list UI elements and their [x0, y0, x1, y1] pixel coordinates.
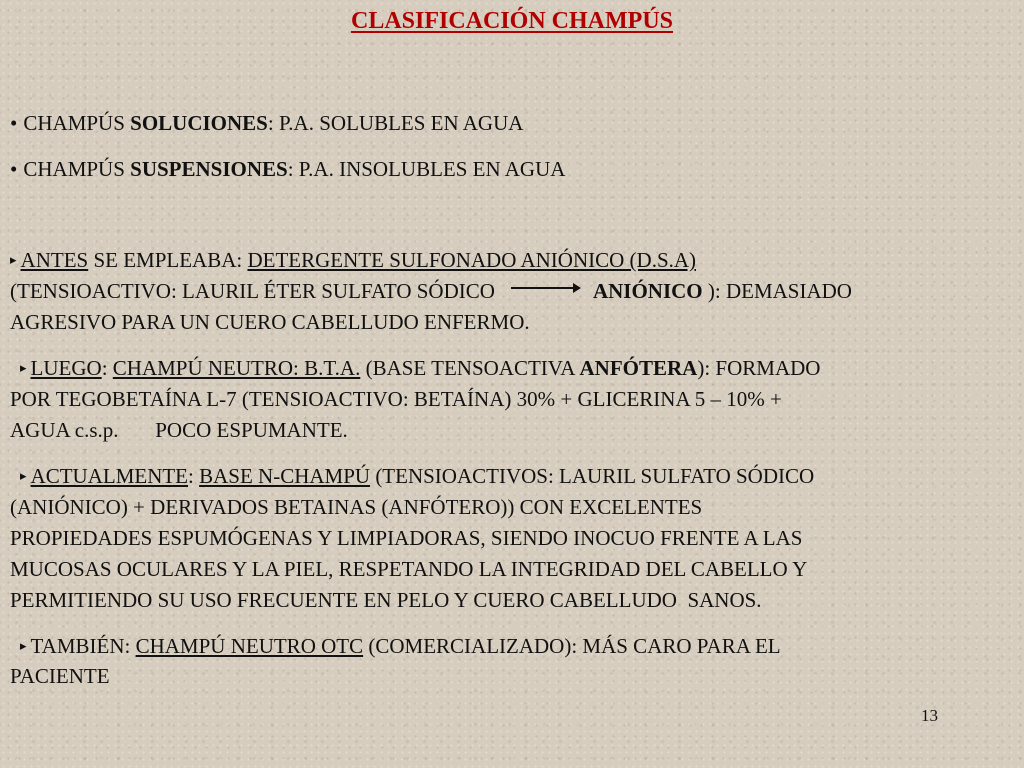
paragraph-line [10, 461, 814, 491]
paragraph-label: LUEGO [30, 356, 102, 380]
triangle-bullet-icon: ▸ [20, 468, 27, 483]
paragraph-text: SE EMPLEABA: [88, 248, 248, 272]
paragraph-line [10, 585, 762, 615]
paragraph-text: AGUA c.s.p. POCO ESPUMANTE. [10, 418, 348, 442]
paragraph-text: PROPIEDADES ESPUMÓGENAS Y LIMPIADORAS, SIENDO INOCUO FRENTE A LAS [10, 526, 803, 550]
bullet-rest: : P.A. INSOLUBLES EN AGUA [287, 157, 566, 181]
paragraph-line [10, 415, 348, 445]
paragraph-text: PERMITIENDO SU USO FRECUENTE EN PELO Y CUERO CABELLUDO SANOS. [10, 588, 762, 612]
paragraph-text: POR TEGOBETAÍNA L-7 (TENSIOACTIVO: BETAÍNA) 30% + GLICERINA 5 – 10% + [10, 387, 782, 411]
bullet-bold-term: SUSPENSIONES [130, 157, 288, 181]
paragraph-line [10, 353, 820, 383]
bullet-dot-icon: • [10, 157, 18, 181]
paragraph-text: (ANIÓNICO) + DERIVADOS BETAINAS (ANFÓTERO)) CON EXCELENTES [10, 495, 703, 519]
paragraph-text: MUCOSAS OCULARES Y LA PIEL, RESPETANDO LA INTEGRIDAD DEL CABELLO Y [10, 557, 808, 581]
paragraph-line [10, 276, 852, 306]
underlined-term: DETERGENTE SULFONADO ANIÓNICO (D.S.A) [247, 248, 697, 272]
paragraph-text: : [101, 356, 113, 380]
paragraph-line [10, 631, 781, 661]
paragraph-line [10, 523, 802, 553]
underlined-term: CHAMPÚ NEUTRO OTC [135, 634, 364, 658]
bullet-bold-term: SOLUCIONES [130, 111, 268, 135]
paragraph-label: ANTES [20, 248, 89, 272]
bullet-rest: : P.A. SOLUBLES EN AGUA [267, 111, 524, 135]
bullet-suspensiones [10, 154, 565, 184]
bullet-soluciones [10, 108, 523, 138]
paragraph-label: ACTUALMENTE [30, 464, 189, 488]
bullet-dot-icon: • [10, 111, 18, 135]
slide-title: CLASIFICACIÓN CHAMPÚS [350, 8, 674, 34]
paragraph-line [10, 554, 807, 584]
paragraph-text: (BASE TENSOACTIVA [360, 356, 580, 380]
paragraph-text: AGRESIVO PARA UN CUERO CABELLUDO ENFERMO. [10, 310, 530, 334]
paragraph-line [10, 245, 696, 275]
arrow-right-icon [511, 283, 581, 293]
triangle-bullet-icon: ▸ [20, 638, 27, 653]
paragraph-line [10, 384, 782, 414]
paragraph-text: ): FORMADO [697, 356, 821, 380]
paragraph-text: PACIENTE [10, 664, 110, 688]
paragraph-text: TAMBIÉN: [30, 634, 136, 658]
triangle-bullet-icon: ▸ [20, 360, 27, 375]
bold-term: ANFÓTERA [579, 356, 698, 380]
paragraph-line [10, 307, 530, 337]
paragraph-text: ): DEMASIADO [702, 279, 852, 303]
paragraph-line [10, 492, 702, 522]
underlined-term: BASE N-CHAMPÚ [199, 464, 371, 488]
bullet-prefix: CHAMPÚS [23, 111, 131, 135]
bold-term: ANIÓNICO [592, 279, 703, 303]
paragraph-text: (TENSIOACTIVOS: LAURIL SULFATO SÓDICO [370, 464, 815, 488]
paragraph-text: (TENSIOACTIVO: LAURIL ÉTER SULFATO SÓDICO [10, 279, 495, 303]
bullet-prefix: CHAMPÚS [23, 157, 131, 181]
page-number: 13 [921, 706, 938, 725]
paragraph-line [10, 661, 110, 691]
paragraph-text: : [188, 464, 200, 488]
underlined-term: CHAMPÚ NEUTRO: B.T.A. [112, 356, 361, 380]
paragraph-text: (COMERCIALIZADO): MÁS CARO PARA EL [363, 634, 781, 658]
triangle-bullet-icon: ▸ [10, 252, 17, 267]
